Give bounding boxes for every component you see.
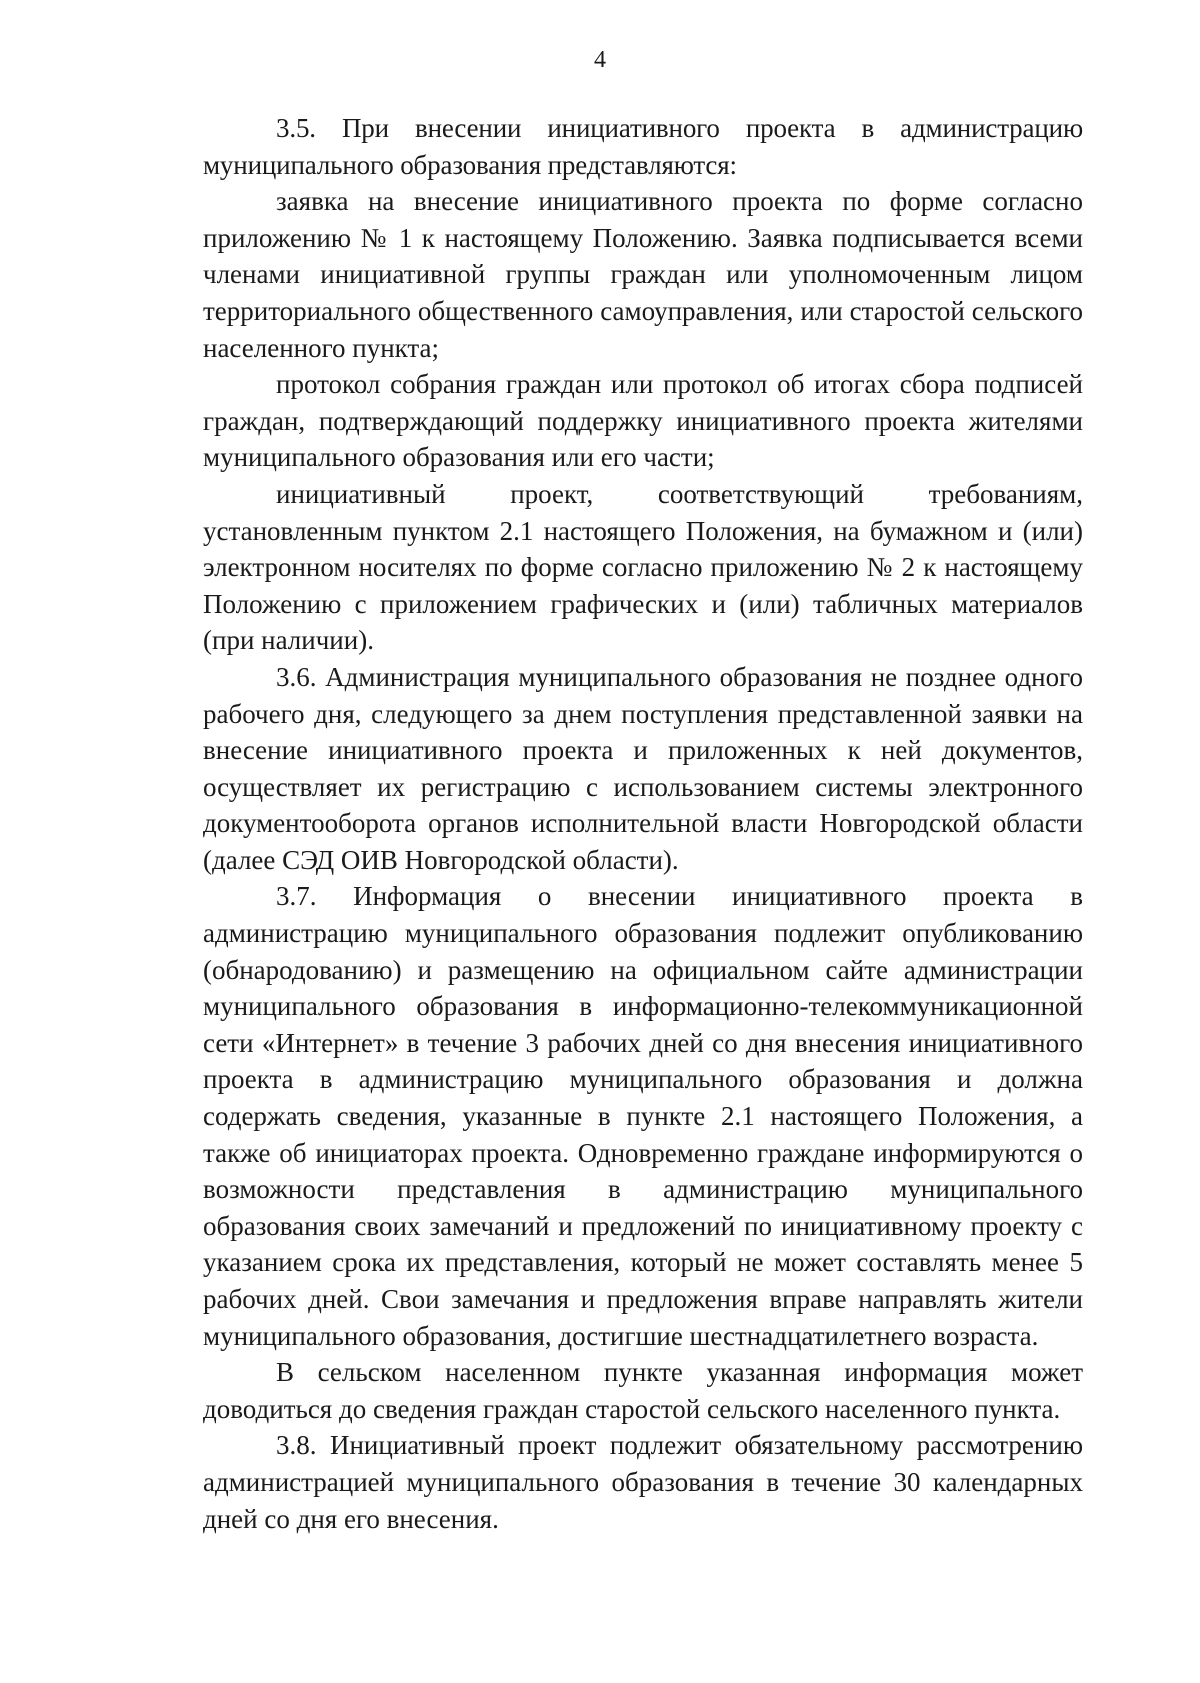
page-number: 4 [594, 47, 606, 73]
document-body [203, 110, 1083, 1537]
paragraph-3-5: 3.5. При внесении инициативного проекта в администрацию муниципального образования представляются: [203, 113, 1083, 180]
paragraph-protocol: протокол собрания граждан или протокол об итогах сбора подписей граждан, подтверждающий поддержку инициативного проекта жителями муниципального образования или его части; [203, 369, 1083, 473]
paragraph-rural-settlement: В сельском населенном пункте указанная информация может доводиться до сведения граждан старостой сельского населенного пункта. [203, 1357, 1083, 1424]
paragraph-3-8: 3.8. Инициативный проект подлежит обязательному рассмотрению администрацией муниципального образования в течение 30 календарных дней со дня его внесения. [203, 1430, 1083, 1534]
paragraph-3-7: 3.7. Информация о внесении инициативного проекта в администрацию муниципального образования подлежит опубликованию (обнародованию) и размещению на официальном сайте администрации муниципального образования в информационно-телекоммуникационной сети «Интернет» в течение 3 рабочих дней со дня внесения инициативного проекта в администрацию муниципального образования и должна содержать сведения, указанные в пункте 2.1 настоящего Положения, а также об инициаторах проекта. Одновременно граждане информируются о возможности представления в администрацию муниципального образования своих замечаний и предложений по инициативному проекту с указанием срока их представления, который не может составлять менее 5 рабочих дней. Свои замечания и предложения вправе направлять жители муниципального образования, достигшие шестнадцатилетнего возраста. [203, 881, 1083, 1351]
paragraph-initiative-project: инициативный проект, соответствующий требованиям, установленным пунктом 2.1 настоящего Положения, на бумажном и (или) электронном носителях по форме согласно приложению № 2 к настоящему Положению с приложением графических и (или) табличных материалов (при наличии). [203, 478, 1083, 656]
paragraph-application: заявка на внесение инициативного проекта по форме согласно приложению № 1 к настоящему Положению. Заявка подписывается всеми членами инициативной группы граждан или уполномоченным лицом территориального общественного самоуправления, или старостой сельского населенного пункта; [203, 186, 1083, 363]
paragraph-3-6: 3.6. Администрация муниципального образования не позднее одного рабочего дня, следующего за днем поступления представленной заявки на внесение инициативного проекта и приложенных к ней документов, осуществляет их регистрацию с использованием системы электронного документооборота органов исполнительной власти Новгородской области (далее СЭД ОИВ Новгородской области). [203, 661, 1083, 875]
